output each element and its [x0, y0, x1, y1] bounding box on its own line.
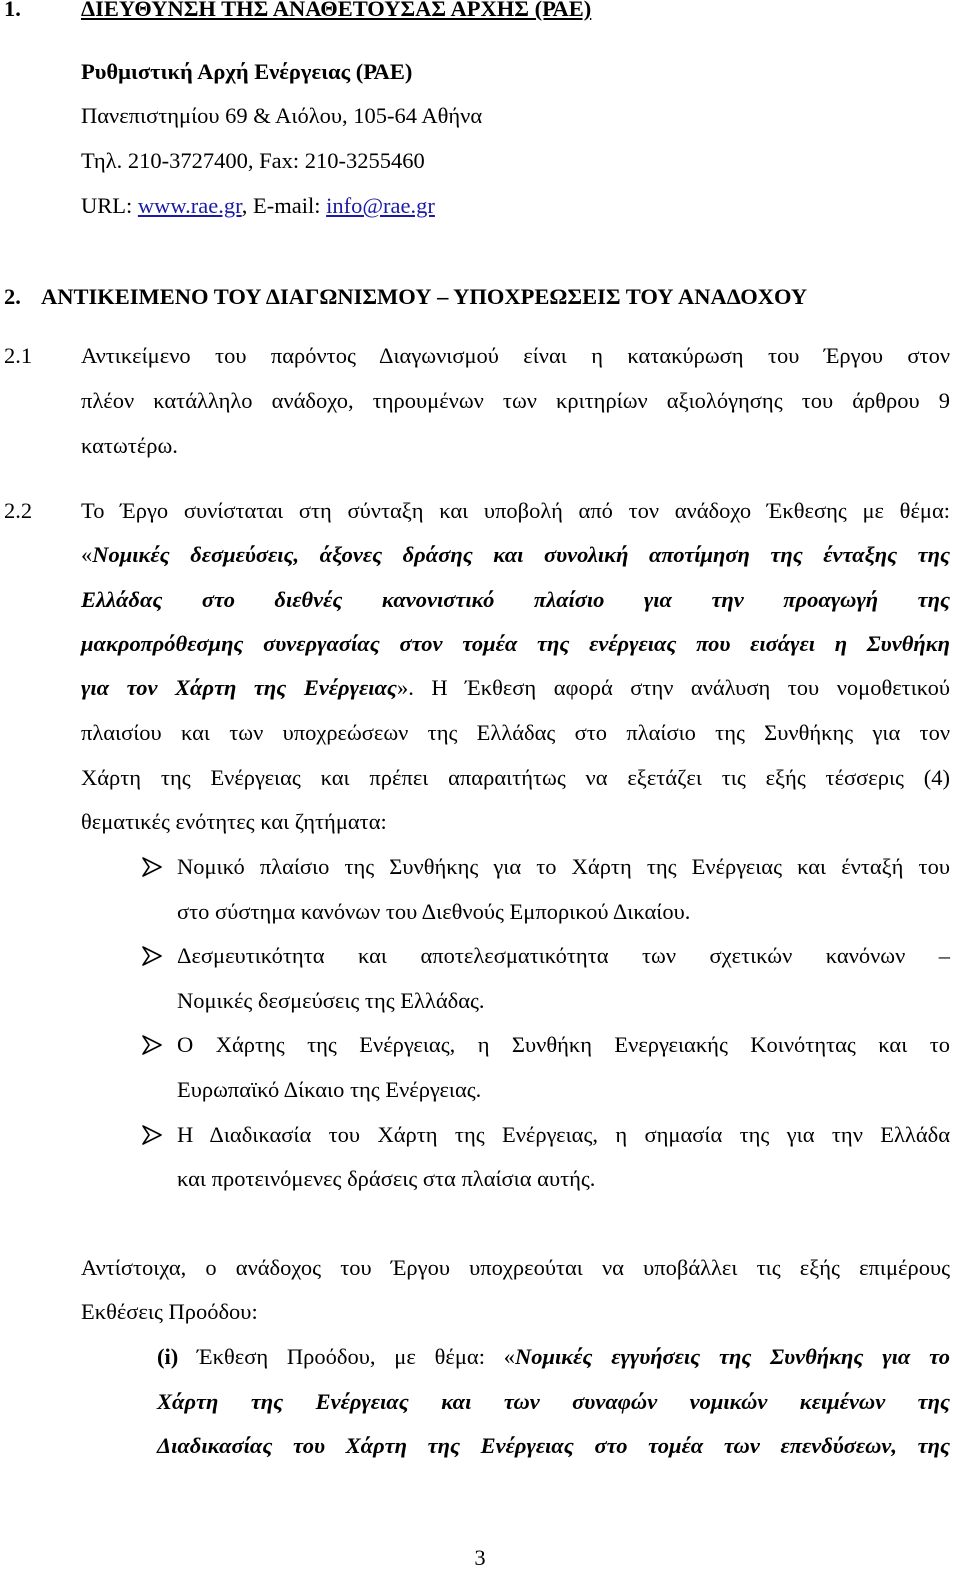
bullet-item-text: Νομικές δεσμεύσεις της Ελλάδας.	[177, 988, 485, 1013]
bullet-item-text: Η Διαδικασία του Χάρτη της Ενέργειας, η σημασία της για την Ελλάδα	[177, 1122, 950, 1147]
progress-paragraph-line: Εκθέσεις Προόδου:	[81, 1299, 258, 1324]
italic-title-text: Νομικές δεσμεύσεις, άξονες δράσης και συνολική αποτίμηση της ένταξης της	[92, 542, 950, 567]
arrow-bullet-icon	[141, 945, 163, 967]
section-title: ΑΝΤΙΚΕΙΜΕΝΟ ΤΟΥ ΔΙΑΓΩΝΙΣΜΟΥ – ΥΠΟΧΡΕΩΣΕΙΣ ΤΟΥ ΑΝΑΔΟΧΟΥ	[41, 284, 808, 309]
italic-title-text: για τον Χάρτη της Ενέργειας	[81, 675, 397, 700]
section-2-heading	[4, 282, 808, 312]
bullet-item-text: Νομικό πλαίσιο της Συνθήκης για το Χάρτη της Ενέργειας και ένταξή του	[177, 854, 950, 879]
paragraph-2-2-number: 2.2	[4, 498, 33, 523]
paragraph-2-1-line: κατωτέρω.	[81, 433, 178, 458]
paragraph-2-2-line	[81, 673, 950, 703]
italic-title-text: Διαδικασίας του Χάρτη της Ενέργειας στο τομέα των επενδύσεων, της	[157, 1433, 950, 1458]
org-phone: Τηλ. 210-3727400, Fax: 210-3255460	[81, 148, 425, 173]
bullet-item-text: Δεσμευτικότητα και αποτελεσματικότητα των σχετικών κανόνων –	[177, 943, 950, 968]
arrow-bullet-icon	[141, 856, 163, 878]
org-contact-line	[81, 191, 435, 221]
bullet-item-text: Ευρωπαϊκό Δίκαιο της Ενέργειας.	[177, 1077, 482, 1102]
paragraph-2-2-line: Χάρτη της Ενέργειας και πρέπει απαραιτήτως να εξετάζει τις εξής τέσσερις (4)	[81, 765, 950, 790]
paragraph-2-2-line: πλαισίου και των υποχρεώσεων της Ελλάδας στο πλαίσιο της Συνθήκης για τον	[81, 720, 950, 745]
bullet-item-text: και προτεινόμενες δράσεις στα πλαίσια αυτής.	[177, 1166, 596, 1191]
paragraph-text: ». Η Έκθεση αφορά στην ανάλυση του νομοθετικού	[396, 675, 950, 700]
org-address: Πανεπιστημίου 69 & Αιόλου, 105-64 Αθήνα	[81, 103, 483, 128]
item-text: Έκθεση Προόδου, με θέμα: «	[178, 1344, 515, 1369]
paragraph-2-1-line: Αντικείμενο του παρόντος Διαγωνισμού είναι η κατακύρωση του Έργου στον	[81, 343, 950, 368]
org-name: Ρυθμιστική Αρχή Ενέργειας (ΡΑΕ)	[81, 59, 413, 84]
url-link[interactable]: www.rae.gr	[137, 193, 242, 218]
italic-title-text: μακροπρόθεσμης συνεργασίας στον τομέα της ενέργειας που εισάγει η Συνθήκη	[81, 631, 950, 656]
email-label: , E-mail:	[241, 193, 327, 218]
email-link[interactable]: info@rae.gr	[326, 193, 435, 218]
italic-title-text: Χάρτη της Ενέργειας και των συναφών νομικών κειμένων της	[157, 1389, 950, 1414]
italic-title-text: Νομικές εγγυήσεις της Συνθήκης για το	[515, 1344, 950, 1369]
section-1-heading	[4, 0, 592, 24]
progress-item-line	[157, 1342, 950, 1372]
arrow-bullet-icon	[141, 1124, 163, 1146]
paragraph-2-1-number: 2.1	[4, 343, 33, 368]
paragraph-2-2-line: Το Έργο συνίσταται στη σύνταξη και υποβολή από τον ανάδοχο Έκθεσης με θέμα:	[81, 498, 950, 523]
bullet-item-text: στο σύστημα κανόνων του Διεθνούς Εμπορικού Δικαίου.	[177, 899, 691, 924]
section-title: ΔΙΕΥΘΥΝΣΗ ΤΗΣ ΑΝΑΘΕΤΟΥΣΑΣ ΑΡΧΗΣ (ΡΑΕ)	[81, 0, 592, 21]
section-number: 1.	[4, 0, 21, 21]
section-number: 2.	[4, 284, 21, 309]
paragraph-2-1-line: πλέον κατάλληλο ανάδοχο, τηρουμένων των κριτηρίων αξιολόγησης του άρθρου 9	[81, 388, 950, 413]
page-number: 3	[474, 1545, 486, 1570]
url-label: URL:	[81, 193, 138, 218]
bullet-item-text: Ο Χάρτης της Ενέργειας, η Συνθήκη Ενεργειακής Κοινότητας και το	[177, 1032, 950, 1057]
italic-title-text: Ελλάδας στο διεθνές κανονιστικό πλαίσιο για την προαγωγή της	[81, 587, 950, 612]
paragraph-2-2-line	[81, 540, 950, 570]
arrow-bullet-icon	[141, 1034, 163, 1056]
quote-open: «	[81, 542, 93, 567]
progress-paragraph-line: Αντίστοιχα, ο ανάδοχος του Έργου υποχρεούται να υποβάλλει τις εξής επιμέρους	[81, 1255, 950, 1280]
item-label: (i)	[157, 1344, 179, 1369]
paragraph-2-2-line: θεματικές ενότητες και ζητήματα:	[81, 809, 387, 834]
